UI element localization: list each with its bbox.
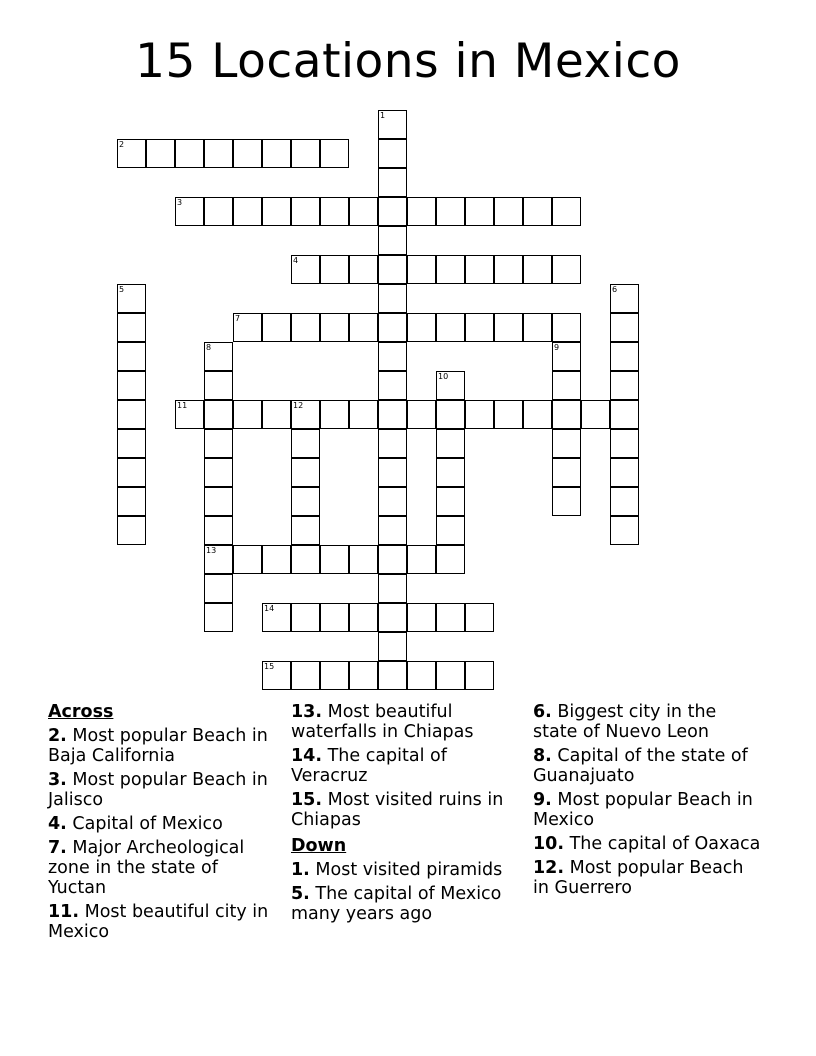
clue-number: 14	[264, 604, 275, 613]
grid-cell[interactable]	[552, 458, 581, 487]
grid-cell[interactable]	[436, 313, 465, 342]
grid-cell[interactable]	[175, 400, 204, 429]
clue-across-11: 11. Most beautiful city in Mexico	[48, 902, 269, 942]
grid-cell[interactable]	[552, 487, 581, 516]
clue-number: 8	[206, 343, 212, 352]
clue-number: 6	[612, 285, 618, 294]
clue-number: 7	[235, 314, 241, 323]
grid-cell[interactable]	[204, 400, 233, 429]
grid-cell[interactable]	[291, 429, 320, 458]
grid-cell[interactable]	[378, 516, 407, 545]
grid-cell[interactable]	[349, 255, 378, 284]
clue-across-7: 7. Major Archeological zone in the state of Yuctan	[48, 838, 245, 898]
grid-cell[interactable]	[117, 400, 146, 429]
grid-cell[interactable]	[117, 284, 146, 313]
grid-cell[interactable]	[610, 429, 639, 458]
grid-cell[interactable]	[610, 342, 639, 371]
grid-cell[interactable]	[610, 458, 639, 487]
clue-number: 11	[177, 401, 188, 410]
clue-number: 9	[554, 343, 560, 352]
grid-cell[interactable]	[204, 574, 233, 603]
grid-cell[interactable]	[465, 400, 494, 429]
grid-cell[interactable]	[610, 284, 639, 313]
grid-cell[interactable]	[291, 197, 320, 226]
grid-cell[interactable]	[436, 197, 465, 226]
grid-cell[interactable]	[117, 139, 146, 168]
grid-cell[interactable]	[494, 313, 523, 342]
grid-cell[interactable]	[378, 255, 407, 284]
grid-cell[interactable]	[204, 487, 233, 516]
grid-cell[interactable]	[204, 197, 233, 226]
grid-cell[interactable]	[610, 313, 639, 342]
clue-across-3: 3. Most popular Beach in Jalisco	[48, 770, 268, 810]
grid-cell[interactable]	[436, 400, 465, 429]
grid-cell[interactable]	[378, 110, 407, 139]
grid-cell[interactable]	[117, 458, 146, 487]
grid-cell[interactable]	[436, 603, 465, 632]
grid-cell[interactable]	[378, 429, 407, 458]
grid-cell[interactable]	[552, 400, 581, 429]
grid-cell[interactable]	[378, 313, 407, 342]
grid-cell[interactable]	[552, 342, 581, 371]
clue-number: 1	[380, 111, 386, 120]
grid-cell[interactable]	[117, 342, 146, 371]
grid-cell[interactable]	[175, 197, 204, 226]
clue-across-15: 15. Most visited ruins in Chiapas	[291, 790, 504, 830]
grid-cell[interactable]	[378, 458, 407, 487]
grid-cell[interactable]	[407, 400, 436, 429]
grid-cell[interactable]	[291, 400, 320, 429]
grid-cell[interactable]	[262, 603, 291, 632]
clue-down-1: 1. Most visited piramids	[291, 860, 503, 880]
grid-cell[interactable]	[378, 400, 407, 429]
clue-number: 2	[119, 140, 125, 149]
grid-cell[interactable]	[291, 313, 320, 342]
grid-cell[interactable]	[523, 255, 552, 284]
grid-cell[interactable]	[204, 139, 233, 168]
clue-down-10: 10. The capital of Oaxaca	[533, 834, 761, 854]
grid-cell[interactable]	[291, 603, 320, 632]
grid-cell[interactable]	[175, 139, 204, 168]
grid-cell[interactable]	[262, 400, 291, 429]
grid-cell[interactable]	[233, 197, 262, 226]
grid-cell[interactable]	[436, 429, 465, 458]
grid-cell[interactable]	[378, 632, 407, 661]
grid-cell[interactable]	[378, 226, 407, 255]
grid-cell[interactable]	[320, 400, 349, 429]
clue-number: 3	[177, 198, 183, 207]
grid-cell[interactable]	[610, 371, 639, 400]
grid-cell[interactable]	[378, 371, 407, 400]
clue-across-2: 2. Most popular Beach in Baja California	[48, 726, 268, 766]
grid-cell[interactable]	[465, 313, 494, 342]
grid-cell[interactable]	[378, 603, 407, 632]
grid-cell[interactable]	[291, 545, 320, 574]
grid-cell[interactable]	[117, 429, 146, 458]
grid-cell[interactable]	[320, 313, 349, 342]
grid-cell[interactable]	[552, 429, 581, 458]
grid-cell[interactable]	[291, 661, 320, 690]
grid-cell[interactable]	[378, 284, 407, 313]
grid-cell[interactable]	[262, 197, 291, 226]
grid-cell[interactable]	[378, 342, 407, 371]
clue-number: 10	[438, 372, 449, 381]
grid-cell[interactable]	[407, 661, 436, 690]
grid-cell[interactable]	[233, 545, 262, 574]
grid-cell[interactable]	[378, 168, 407, 197]
grid-cell[interactable]	[117, 516, 146, 545]
grid-cell[interactable]	[233, 400, 262, 429]
grid-cell[interactable]	[610, 516, 639, 545]
grid-cell[interactable]	[552, 255, 581, 284]
grid-cell[interactable]	[204, 458, 233, 487]
grid-cell[interactable]	[204, 545, 233, 574]
across-heading: Across	[48, 702, 114, 722]
clue-column-2	[291, 702, 523, 928]
grid-cell[interactable]	[494, 400, 523, 429]
grid-cell[interactable]	[407, 255, 436, 284]
clue-down-9: 9. Most popular Beach in Mexico	[533, 790, 753, 830]
clue-down-5: 5. The capital of Mexico many years ago	[291, 884, 502, 924]
grid-cell[interactable]	[436, 516, 465, 545]
grid-cell[interactable]	[320, 139, 349, 168]
clue-number: 4	[293, 256, 299, 265]
grid-cell[interactable]	[204, 603, 233, 632]
grid-cell[interactable]	[204, 429, 233, 458]
grid-cell[interactable]	[320, 197, 349, 226]
grid-cell[interactable]	[378, 574, 407, 603]
grid-cell[interactable]	[581, 400, 610, 429]
grid-cell[interactable]	[378, 545, 407, 574]
clue-number: 12	[293, 401, 304, 410]
clue-column-3	[533, 702, 765, 902]
grid-cell[interactable]	[117, 487, 146, 516]
down-heading: Down	[291, 836, 347, 856]
grid-cell[interactable]	[349, 545, 378, 574]
clue-across-4: 4. Capital of Mexico	[48, 814, 223, 834]
grid-cell[interactable]	[262, 661, 291, 690]
grid-cell[interactable]	[349, 661, 378, 690]
grid-cell[interactable]	[233, 313, 262, 342]
grid-cell[interactable]	[407, 313, 436, 342]
grid-cell[interactable]	[262, 545, 291, 574]
grid-cell[interactable]	[494, 197, 523, 226]
grid-cell[interactable]	[610, 487, 639, 516]
grid-cell[interactable]	[146, 139, 175, 168]
grid-cell[interactable]	[291, 139, 320, 168]
grid-cell[interactable]	[117, 371, 146, 400]
grid-cell[interactable]	[378, 661, 407, 690]
grid-cell[interactable]	[378, 487, 407, 516]
grid-cell[interactable]	[291, 255, 320, 284]
grid-cell[interactable]	[291, 487, 320, 516]
grid-cell[interactable]	[204, 371, 233, 400]
grid-cell[interactable]	[552, 371, 581, 400]
grid-cell[interactable]	[117, 313, 146, 342]
clue-column-1	[48, 702, 280, 946]
grid-cell[interactable]	[465, 603, 494, 632]
grid-cell[interactable]	[552, 313, 581, 342]
grid-cell[interactable]	[291, 458, 320, 487]
clue-down-8: 8. Capital of the state of Guanajuato	[533, 746, 748, 786]
grid-cell[interactable]	[494, 255, 523, 284]
clue-across-13: 13. Most beautiful waterfalls in Chiapas	[291, 702, 474, 742]
grid-cell[interactable]	[204, 342, 233, 371]
grid-cell[interactable]	[291, 516, 320, 545]
grid-cell[interactable]	[436, 661, 465, 690]
grid-cell[interactable]	[436, 371, 465, 400]
grid-cell[interactable]	[436, 255, 465, 284]
grid-cell[interactable]	[320, 255, 349, 284]
clue-number: 15	[264, 662, 275, 671]
clue-number: 5	[119, 285, 125, 294]
grid-cell[interactable]	[320, 545, 349, 574]
grid-cell[interactable]	[378, 139, 407, 168]
grid-cell[interactable]	[436, 487, 465, 516]
grid-cell[interactable]	[523, 400, 552, 429]
grid-cell[interactable]	[407, 197, 436, 226]
clue-across-14: 14. The capital of Veracruz	[291, 746, 447, 786]
grid-cell[interactable]	[204, 516, 233, 545]
grid-cell[interactable]	[262, 313, 291, 342]
clue-number: 13	[206, 546, 217, 555]
grid-cell[interactable]	[349, 313, 378, 342]
clue-down-6: 6. Biggest city in the state of Nuevo Leon	[533, 702, 717, 742]
grid-cell[interactable]	[523, 313, 552, 342]
grid-cell[interactable]	[610, 400, 639, 429]
grid-cell[interactable]	[465, 255, 494, 284]
puzzle-title: 15 Locations in Mexico	[135, 34, 681, 89]
grid-cell[interactable]	[436, 458, 465, 487]
grid-cell[interactable]	[320, 661, 349, 690]
grid-cell[interactable]	[349, 603, 378, 632]
grid-cell[interactable]	[523, 197, 552, 226]
grid-cell[interactable]	[407, 603, 436, 632]
grid-cell[interactable]	[349, 197, 378, 226]
grid-cell[interactable]	[436, 545, 465, 574]
grid-cell[interactable]	[320, 603, 349, 632]
grid-cell[interactable]	[552, 197, 581, 226]
grid-cell[interactable]	[233, 139, 262, 168]
grid-cell[interactable]	[262, 139, 291, 168]
grid-cell[interactable]	[349, 400, 378, 429]
grid-cell[interactable]	[407, 545, 436, 574]
clue-down-12: 12. Most popular Beach in Guerrero	[533, 858, 744, 898]
grid-cell[interactable]	[465, 197, 494, 226]
grid-cell[interactable]	[378, 197, 407, 226]
grid-cell[interactable]	[465, 661, 494, 690]
